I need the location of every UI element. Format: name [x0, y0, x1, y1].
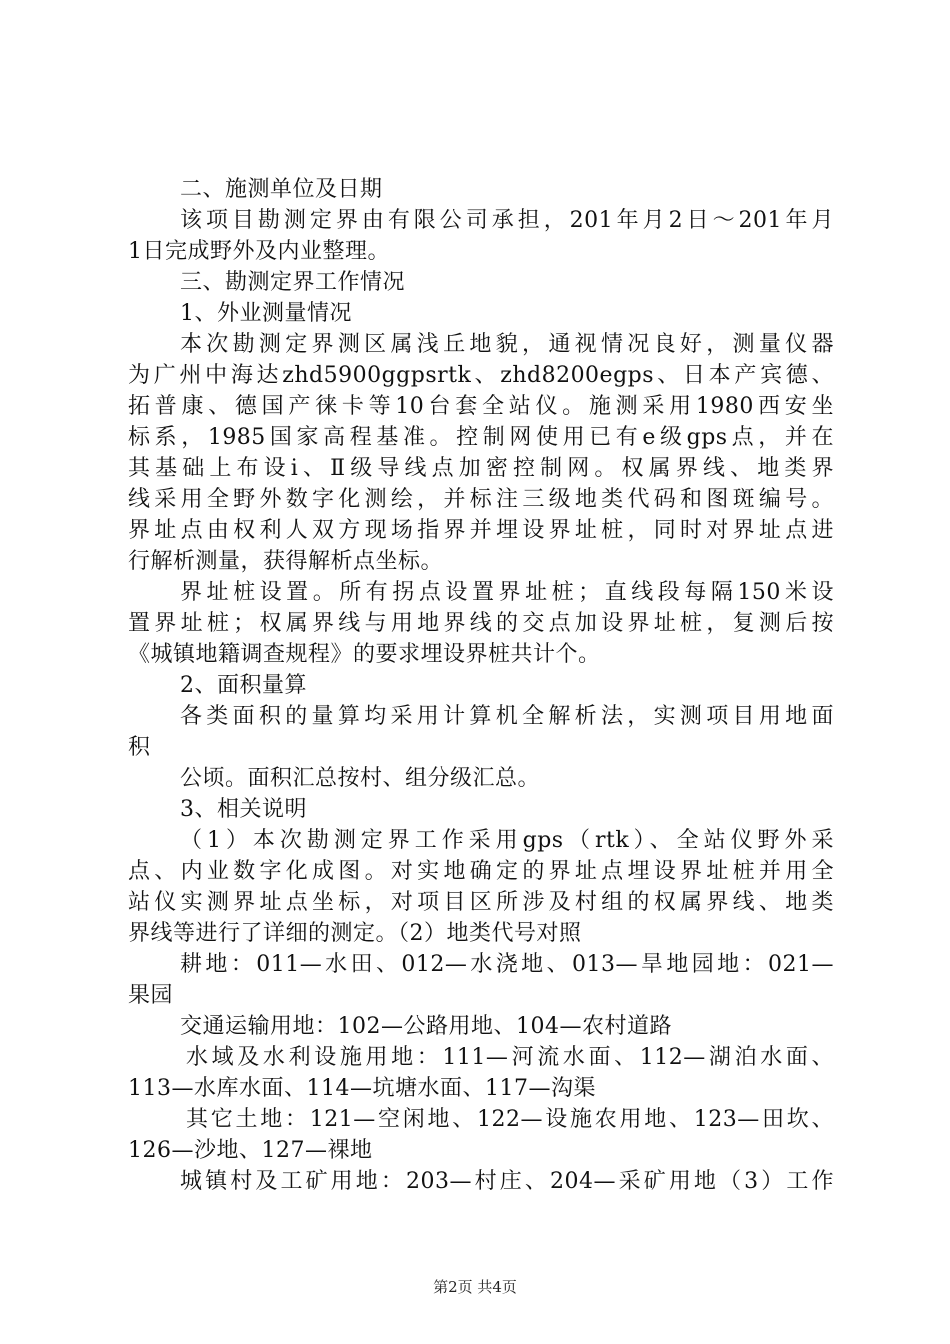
text-line: 3、相关说明 — [180, 797, 307, 822]
text-line: 公顷。面积汇总按村、组分级汇总。 — [180, 766, 541, 791]
text-line: 行解析测量，获得解析点坐标。 — [128, 549, 444, 574]
text-line: 站仪实测界址点坐标，对项目区所涉及村组的权属界线、地类 — [128, 890, 834, 915]
text-line: 其它土地：121—空闲地、122—设施农用地、123—田坎、 — [186, 1107, 834, 1132]
text-line: 126—沙地、127—裸地 — [128, 1138, 373, 1163]
text-line: 置界址桩；权属界线与用地界线的交点加设界址桩，复测后按 — [128, 611, 834, 636]
text-line: 各类面积的量算均采用计算机全解析法，实测项目用地面 — [180, 704, 834, 729]
document-body — [128, 174, 834, 1197]
text-line: 标系，1985国家高程基准。控制网使用已有e级gps点，并在 — [128, 425, 834, 450]
text-line: 界址桩设置。所有拐点设置界址桩；直线段每隔150米设 — [180, 580, 834, 605]
text-line: 点、内业数字化成图。对实地确定的界址点埋设界址桩并用全 — [128, 859, 834, 884]
text-line: 《城镇地籍调查规程》的要求埋设界桩共计个。 — [128, 642, 601, 667]
text-line: 二、施测单位及日期 — [180, 177, 383, 202]
text-line: 水域及水利设施用地：111—河流水面、112—湖泊水面、 — [186, 1045, 834, 1070]
text-line: 拓普康、德国产徕卡等10台套全站仪。施测采用1980西安坐 — [128, 394, 834, 419]
text-line: 本次勘测定界测区属浅丘地貌，通视情况良好，测量仪器 — [180, 332, 834, 357]
text-line: 交通运输用地：102—公路用地、104—农村道路 — [180, 1014, 672, 1039]
text-line: 界址点由权利人双方现场指界并埋设界址桩，同时对界址点进 — [128, 518, 834, 543]
text-line: （1）本次勘测定界工作采用gps（rtk）、全站仪野外采 — [180, 828, 834, 853]
text-line: 其基础上布设ⅰ、Ⅱ级导线点加密控制网。权属界线、地类界 — [128, 456, 834, 481]
text-line: 为广州中海达zhd5900ggpsrtk、zhd8200egps、日本产宾德、 — [128, 363, 834, 388]
text-line: 界线等进行了详细的测定。（2）地类代号对照 — [128, 921, 582, 946]
text-line: 城镇村及工矿用地：203—村庄、204—采矿用地（3）工作 — [180, 1169, 834, 1194]
text-line: 113—水库水面、114—坑塘水面、117—沟渠 — [128, 1076, 596, 1101]
text-line: 2、面积量算 — [180, 673, 307, 698]
text-line: 线采用全野外数字化测绘，并标注三级地类代码和图斑编号。 — [128, 487, 834, 512]
text-line: 1日完成野外及内业整理。 — [128, 239, 390, 264]
text-line: 1、外业测量情况 — [180, 301, 352, 326]
text-line: 三、勘测定界工作情况 — [180, 270, 406, 295]
page-footer: 第2页 共4页 — [433, 1278, 517, 1296]
text-line: 耕地：011—水田、012—水浇地、013—旱地园地：021— — [180, 952, 834, 977]
text-line: 该项目勘测定界由有限公司承担，201年月2日～201年月 — [180, 208, 834, 233]
text-line: 果园 — [128, 983, 174, 1008]
text-line: 积 — [128, 735, 151, 760]
